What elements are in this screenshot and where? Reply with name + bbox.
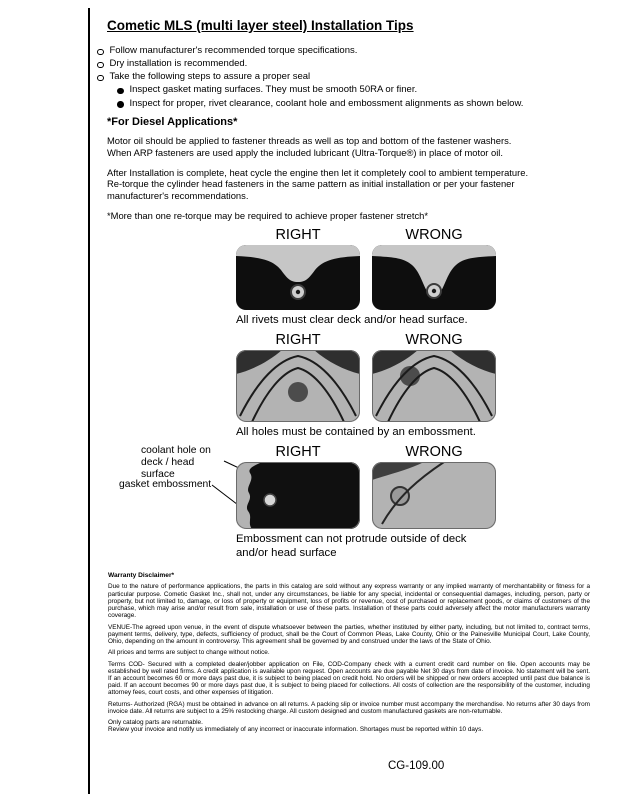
bullet-icon (97, 49, 104, 56)
document-code: CG-109.00 (388, 760, 445, 772)
right-label: RIGHT (275, 444, 321, 460)
right-label: RIGHT (275, 332, 321, 348)
wrong-label: WRONG (405, 332, 463, 348)
list-item (117, 84, 542, 96)
tips-list (97, 45, 542, 111)
figure-protrusion (236, 445, 498, 560)
figure-embossment-wrong-panel (372, 350, 496, 422)
list-item-text: Dry installation is recommended. (109, 58, 248, 70)
paragraph: Motor oil should be applied to fastener threads as well as top and bottom of the fastener washers. When ARP fasteners are used apply the included lubricant (Ultra-Torque®) in place of motor oil. (107, 134, 512, 158)
figure-embossment-right-panel (236, 350, 360, 422)
legal-paragraph: Returns- Authorized (RGA) must be obtained in advance on all returns. A packing slip or invoice number must accompany the merchandise. No returns after 30 days from invoice date. All returns are subject to a 25% restocking charge. All custom designed and custom manufactured gaskets are non-returnable. (108, 700, 590, 715)
figures-section (119, 227, 498, 560)
diesel-section (107, 116, 537, 230)
legal-paragraph: VENUE-The agreed upon venue, in the event of dispute whatsoever between the parties, whether instituted by either party, including, but not limited to, contract terms, payment terms, delivery, type, defects, sufficiency of product, shall be the Court of Common Pleas, Lake County, Ohio or the Painesville Municipal Court, Lake County, Ohio, depending on the amount in controversy. This agreement shall be governed by and construed under the laws of the State of Ohio. (108, 623, 590, 646)
legal-heading: Warranty Disclaimer* (108, 572, 175, 579)
bullet-icon (97, 62, 104, 69)
list-item-text: Inspect for proper, rivet clearance, coolant hole and embossment alignments as shown below. (129, 97, 524, 109)
document-title: Cometic MLS (multi layer steel) Installation Tips (107, 18, 414, 33)
figure-protrusion-wrong-panel (372, 462, 496, 529)
figure-rivets-wrong-panel (372, 245, 496, 310)
legal-paragraph: Terms COD- Secured with a completed dealer/jobber application on File, COD-Company check with a current credit card number on file. Open accounts may be established by well rated firms. A credit application is available upon request. Open accounts are due payable Net 30 days from date of invoice. No statement will be sent. If an account becomes 60 or more days past due, it is subject to being placed on credit hold. No orders will be shipped or new orders accepted until past due balance is paid. If an account becomes 90 or more days past due, it is subject to being placed for collections. All costs of collection are the responsibility of the customer, including attorney fees, court costs, and other expenses of litigation. (108, 660, 590, 697)
legal-paragraph: All prices and terms are subject to change without notice. (108, 649, 270, 657)
callout-gasket-embossment: gasket embossment (119, 479, 212, 490)
list-item-text: Inspect gasket mating surfaces. They must be smooth 50RA or finer. (129, 84, 418, 96)
legal-paragraph: Review your invoice and notify us immediately of any incorrect or inaccurate information. Shortages must be reported within 10 days. (108, 726, 484, 734)
wrong-label: WRONG (405, 444, 463, 460)
left-margin-rule (88, 8, 90, 794)
legal-paragraph: Due to the nature of performance applications, the parts in this catalog are sold without any express warranty or any implied warranty of merchantability or fitness for a particular purpose. Cometic Gasket Inc., shall not, under any circumstances, be liable for any special, incidental or consequential damages, including, person, party or property, but not limited to, damage, or loss of property or equipment, loss of profits or revenue, cost of purchased or replacement goods, or claims of customers of the purchase, which may arise and/or result from sale, installation or use of these parts. Installation of these parts could adversely affect the motor manufacturers warranty coverage. (108, 583, 590, 620)
paragraph-note: *More than one re-torque may be required to achieve proper fastener stretch* (107, 210, 429, 222)
list-item-text: Follow manufacturer's recommended torque specifications. (109, 45, 358, 56)
callout-coolant-hole: coolant hole on deck / head surface (141, 445, 211, 480)
figure-rivets (236, 228, 498, 327)
paragraph: After Installation is complete, heat cycle the engine then let it completely cool to ambient temperature. Re-torque the cylinder head fasteners in the same pattern as initial installation or per your fastener manufacturer's recommendations. (107, 166, 529, 202)
list-item (97, 45, 542, 57)
legal-paragraph: Only catalog parts are returnable. (108, 719, 203, 727)
list-item-text: Take the following steps to assure a proper seal (109, 71, 311, 83)
wrong-label: WRONG (405, 227, 463, 243)
figure-caption: All rivets must clear deck and/or head surface. (236, 314, 468, 326)
section-heading-diesel: *For Diesel Applications* (107, 116, 238, 128)
bullet-icon (117, 101, 124, 108)
bullet-icon (97, 75, 104, 82)
bullet-icon (117, 88, 124, 95)
legal-section (108, 572, 590, 734)
right-label: RIGHT (275, 227, 321, 243)
figure-caption: Embossment can not protrude outside of deck and/or head surface (236, 533, 467, 559)
list-item (117, 98, 542, 110)
list-item (97, 58, 542, 70)
figure-caption: All holes must be contained by an embossment. (236, 426, 476, 438)
figure-embossment (119, 332, 498, 490)
figure-protrusion-right-panel (236, 462, 360, 529)
list-item (97, 71, 542, 83)
figure-rivets-right-panel (236, 245, 360, 310)
